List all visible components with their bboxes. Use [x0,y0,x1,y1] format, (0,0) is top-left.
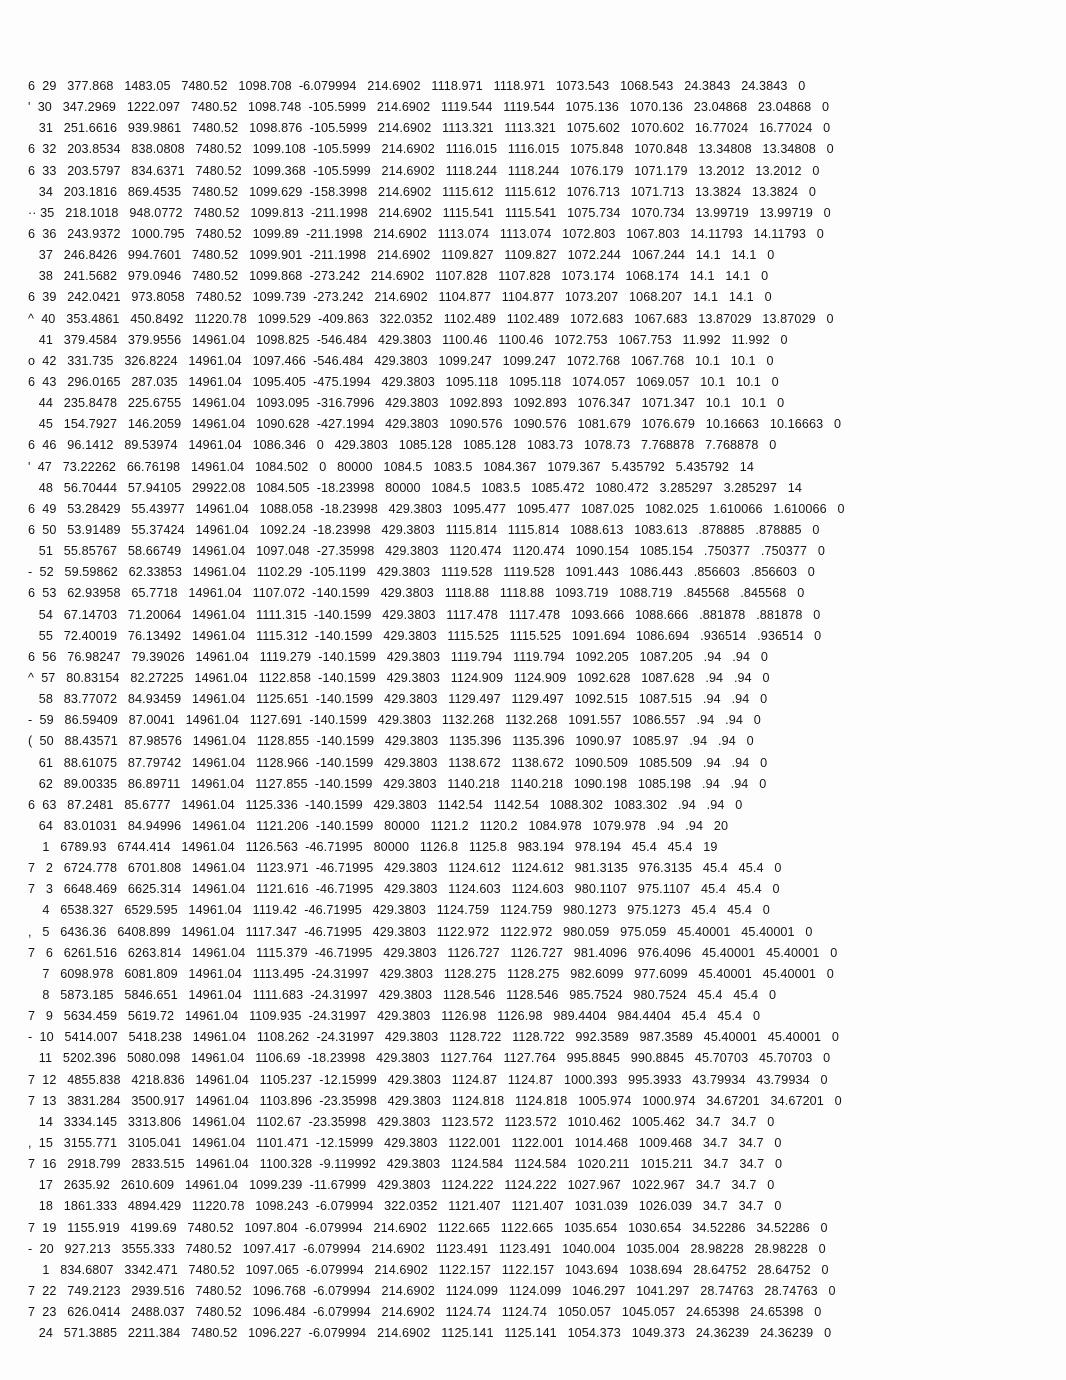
table-row: 4 6538.327 6529.595 14961.04 1119.42 -46.71995 429.3803 1124.759 1124.759 980.1273 975.1273 45.4 45.4 0 [28,903,770,918]
table-row: 34 203.1816 869.4535 7480.52 1099.629 -158.3998 214.6902 1115.612 1115.612 1076.713 1071.713 13.3824 13.3824 0 [28,184,817,199]
table-row: ( 50 88.43571 87.98576 14961.04 1128.855 -140.1599 429.3803 1135.396 1135.396 1090.97 1085.97 .94 .94 0 [28,734,754,749]
table-row: 7 12 4855.838 4218.836 14961.04 1105.237 -12.15999 429.3803 1124.87 1124.87 1000.393 995.3933 43.79934 43.79934 0 [28,1072,828,1087]
table-row: 18 1861.333 4894.429 11220.78 1098.243 -6.079994 322.0352 1121.407 1121.407 1031.039 1026.039 34.7 34.7 0 [28,1199,782,1214]
table-row: o 42 331.735 326.8224 14961.04 1097.466 -546.484 429.3803 1099.247 1099.247 1072.768 1067.768 10.1 10.1 0 [28,353,774,368]
table-row: 6 46 96.1412 89.53974 14961.04 1086.346 0 429.3803 1085.128 1085.128 1083.73 1078.73 7.768878 7.768878 0 [28,438,777,453]
table-row: 37 246.8426 994.7601 7480.52 1099.901 -211.1998 214.6902 1109.827 1109.827 1072.244 1067.244 14.1 14.1 0 [28,248,775,263]
table-row: 6 43 296.0165 287.035 14961.04 1095.405 -475.1994 429.3803 1095.118 1095.118 1074.057 1069.057 10.1 10.1 0 [28,374,779,389]
table-row: ' 47 73.22262 66.76198 14961.04 1084.502 0 80000 1084.5 1083.5 1084.367 1079.367 5.435792 5.435792 14 [28,459,754,474]
table-row: 6 63 87.2481 85.6777 14961.04 1125.336 -140.1599 429.3803 1142.54 1142.54 1088.302 1083.302 .94 .94 0 [28,797,743,812]
table-row: ·· 35 218.1018 948.0772 7480.52 1099.813 -211.1998 214.6902 1115.541 1115.541 1075.734 1070.734 13.99719 13.99719 0 [28,205,831,220]
table-row: 11 5202.396 5080.098 14961.04 1106.69 -18.23998 429.3803 1127.764 1127.764 995.8845 990.8845 45.70703 45.70703 0 [28,1051,831,1066]
table-row: , 5 6436.36 6408.899 14961.04 1117.347 -46.71995 429.3803 1122.972 1122.972 980.059 975.059 45.40001 45.40001 0 [28,924,813,939]
table-row: 7 16 2918.799 2833.515 14961.04 1100.328 -9.119992 429.3803 1124.584 1124.584 1020.211 1015.211 34.7 34.7 0 [28,1157,783,1172]
table-row: 6 32 203.8534 838.0808 7480.52 1099.108 -105.5999 214.6902 1116.015 1116.015 1075.848 1070.848 13.34808 13.34808 0 [28,142,834,157]
table-row: 1 6789.93 6744.414 14961.04 1126.563 -46.71995 80000 1126.8 1125.8 983.194 978.194 45.4 45.4 19 [28,840,718,855]
table-row: 7 9 5634.459 5619.72 14961.04 1109.935 -24.31997 429.3803 1126.98 1126.98 989.4404 984.4404 45.4 45.4 0 [28,1009,761,1024]
table-row: ' 30 347.2969 1222.097 7480.52 1098.748 -105.5999 214.6902 1119.544 1119.544 1075.136 1070.136 23.04868 23.04868 0 [28,100,830,115]
table-row: ^ 40 353.4861 450.8492 11220.78 1099.529 -409.863 322.0352 1102.489 1102.489 1072.683 1067.683 13.87029 13.87029 0 [28,311,834,326]
table-row: 61 88.61075 87.79742 14961.04 1128.966 -140.1599 429.3803 1138.672 1138.672 1090.509 1085.509 .94 .94 0 [28,755,768,770]
table-row: 6 39 242.0421 973.8058 7480.52 1099.739 -273.242 214.6902 1104.877 1104.877 1073.207 1068.207 14.1 14.1 0 [28,290,772,305]
table-row: 7 19 1155.919 4199.69 7480.52 1097.804 -6.079994 214.6902 1122.665 1122.665 1035.654 1030.654 34.52286 34.52286 0 [28,1220,828,1235]
table-row: 51 55.85767 58.66749 14961.04 1097.048 -27.35998 429.3803 1120.474 1120.474 1090.154 1085.154 .750377 .750377 0 [28,544,826,559]
table-row: 6 49 53.28429 55.43977 14961.04 1088.058 -18.23998 429.3803 1095.477 1095.477 1087.025 1082.025 1.610066 1.610066 0 [28,501,845,516]
table-row: 41 379.4584 379.9556 14961.04 1098.825 -546.484 429.3803 1100.46 1100.46 1072.753 1067.753 11.992 11.992 0 [28,332,788,347]
table-row: 48 56.70444 57.94105 29922.08 1084.505 -18.23998 80000 1084.5 1083.5 1085.472 1080.472 3.285297 3.285297 14 [28,480,802,495]
table-row: 64 83.01031 84.94996 14961.04 1121.206 -140.1599 80000 1121.2 1120.2 1084.978 1079.978 .94 .94 20 [28,818,729,833]
table-row: 31 251.6616 939.9861 7480.52 1098.876 -105.5999 214.6902 1113.321 1113.321 1075.602 1070.602 16.77024 16.77024 0 [28,121,831,136]
table-row: - 52 59.59862 62.33853 14961.04 1102.29 -105.1199 429.3803 1119.528 1119.528 1091.443 1086.443 .856603 .856603 0 [28,565,815,580]
table-row: 1 834.6807 3342.471 7480.52 1097.065 -6.079994 214.6902 1122.157 1122.157 1043.694 1038.694 28.64752 28.64752 0 [28,1262,829,1277]
table-row: 7 6098.978 6081.809 14961.04 1113.495 -24.31997 429.3803 1128.275 1128.275 982.6099 977.6099 45.40001 45.40001 0 [28,966,834,981]
table-row: 7 3 6648.469 6625.314 14961.04 1121.616 -46.71995 429.3803 1124.603 1124.603 980.1107 975.1107 45.4 45.4 0 [28,882,780,897]
table-row: 7 6 6261.516 6263.814 14961.04 1115.379 -46.71995 429.3803 1126.727 1126.727 981.4096 976.4096 45.40001 45.40001 0 [28,945,838,960]
table-row: 58 83.77072 84.93459 14961.04 1125.651 -140.1599 429.3803 1129.497 1129.497 1092.515 1087.515 .94 .94 0 [28,692,768,707]
table-row: - 20 927.213 3555.333 7480.52 1097.417 -6.079994 214.6902 1123.491 1123.491 1040.004 1035.004 28.98228 28.98228 0 [28,1241,826,1256]
table-row: 14 3334.145 3313.806 14961.04 1102.67 -23.35998 429.3803 1123.572 1123.572 1010.462 1005.462 34.7 34.7 0 [28,1114,775,1129]
table-row: 8 5873.185 5846.651 14961.04 1111.683 -24.31997 429.3803 1128.546 1128.546 985.7524 980.7524 45.4 45.4 0 [28,988,777,1003]
table-row: 55 72.40019 76.13492 14961.04 1115.312 -140.1599 429.3803 1115.525 1115.525 1091.694 1086.694 .936514 .936514 0 [28,628,822,643]
table-row: 6 29 377.868 1483.05 7480.52 1098.708 -6.079994 214.6902 1118.971 1118.971 1073.543 1068.543 24.3843 24.3843 0 [28,79,806,93]
table-row: - 10 5414.007 5418.238 14961.04 1108.262 -24.31997 429.3803 1128.722 1128.722 992.3589 987.3589 45.40001 45.40001 0 [28,1030,839,1045]
table-row: ^ 57 80.83154 82.27225 14961.04 1122.858 -140.1599 429.3803 1124.909 1124.909 1092.628 1087.628 .94 .94 0 [28,670,770,685]
table-row: 6 33 203.5797 834.6371 7480.52 1099.368 -105.5999 214.6902 1118.244 1118.244 1076.179 1071.179 13.2012 13.2012 0 [28,163,820,178]
table-row: 6 50 53.91489 55.37424 14961.04 1092.24 -18.23998 429.3803 1115.814 1115.814 1088.613 1083.613 .878885 .878885 0 [28,522,820,537]
table-row: 38 241.5682 979.0946 7480.52 1099.868 -273.242 214.6902 1107.828 1107.828 1073.174 1068.174 14.1 14.1 0 [28,269,769,284]
table-row: 17 2635.92 2610.609 14961.04 1099.239 -11.67999 429.3803 1124.222 1124.222 1027.967 1022.967 34.7 34.7 0 [28,1178,775,1193]
table-row: 44 235.8478 225.6755 14961.04 1093.095 -316.7996 429.3803 1092.893 1092.893 1076.347 1071.347 10.1 10.1 0 [28,396,785,411]
table-row: 7 23 626.0414 2488.037 7480.52 1096.484 -6.079994 214.6902 1124.74 1124.74 1050.057 1045.057 24.65398 24.65398 0 [28,1305,822,1320]
table-row: 6 53 62.93958 65.7718 14961.04 1107.072 -140.1599 429.3803 1118.88 1118.88 1093.719 1088.719 .845568 .845568 0 [28,586,805,601]
table-row: - 59 86.59409 87.0041 14961.04 1127.691 -140.1599 429.3803 1132.268 1132.268 1091.557 1086.557 .94 .94 0 [28,713,761,728]
table-row: 7 2 6724.778 6701.808 14961.04 1123.971 -46.71995 429.3803 1124.612 1124.612 981.3135 976.3135 45.4 45.4 0 [28,861,782,876]
table-row: 6 36 243.9372 1000.795 7480.52 1099.89 -211.1998 214.6902 1113.074 1113.074 1072.803 1067.803 14.11793 14.11793 0 [28,226,824,241]
table-row: 62 89.00335 86.89711 14961.04 1127.855 -140.1599 429.3803 1140.218 1140.218 1090.198 1085.198 .94 .94 0 [28,776,767,791]
data-table [28,76,1058,1344]
table-row: 54 67.14703 71.20064 14961.04 1111.315 -140.1599 429.3803 1117.478 1117.478 1093.666 1088.666 .881878 .881878 0 [28,607,821,622]
table-row: 45 154.7927 146.2059 14961.04 1090.628 -427.1994 429.3803 1090.576 1090.576 1081.679 1076.679 10.16663 10.16663 0 [28,417,842,432]
table-row: 7 22 749.2123 2939.516 7480.52 1096.768 -6.079994 214.6902 1124.099 1124.099 1046.297 1041.297 28.74763 28.74763 0 [28,1284,836,1299]
table-row: , 15 3155.771 3105.041 14961.04 1101.471 -12.15999 429.3803 1122.001 1122.001 1014.468 1009.468 34.7 34.7 0 [28,1136,782,1151]
table-row: 24 571.3885 2211.384 7480.52 1096.227 -6.079994 214.6902 1125.141 1125.141 1054.373 1049.373 24.36239 24.36239 0 [28,1326,832,1341]
table-row: 7 13 3831.284 3500.917 14961.04 1103.896 -23.35998 429.3803 1124.818 1124.818 1005.974 1000.974 34.67201 34.67201 0 [28,1093,842,1108]
table-row: 6 56 76.98247 79.39026 14961.04 1119.279 -140.1599 429.3803 1119.794 1119.794 1092.205 1087.205 .94 .94 0 [28,649,768,664]
